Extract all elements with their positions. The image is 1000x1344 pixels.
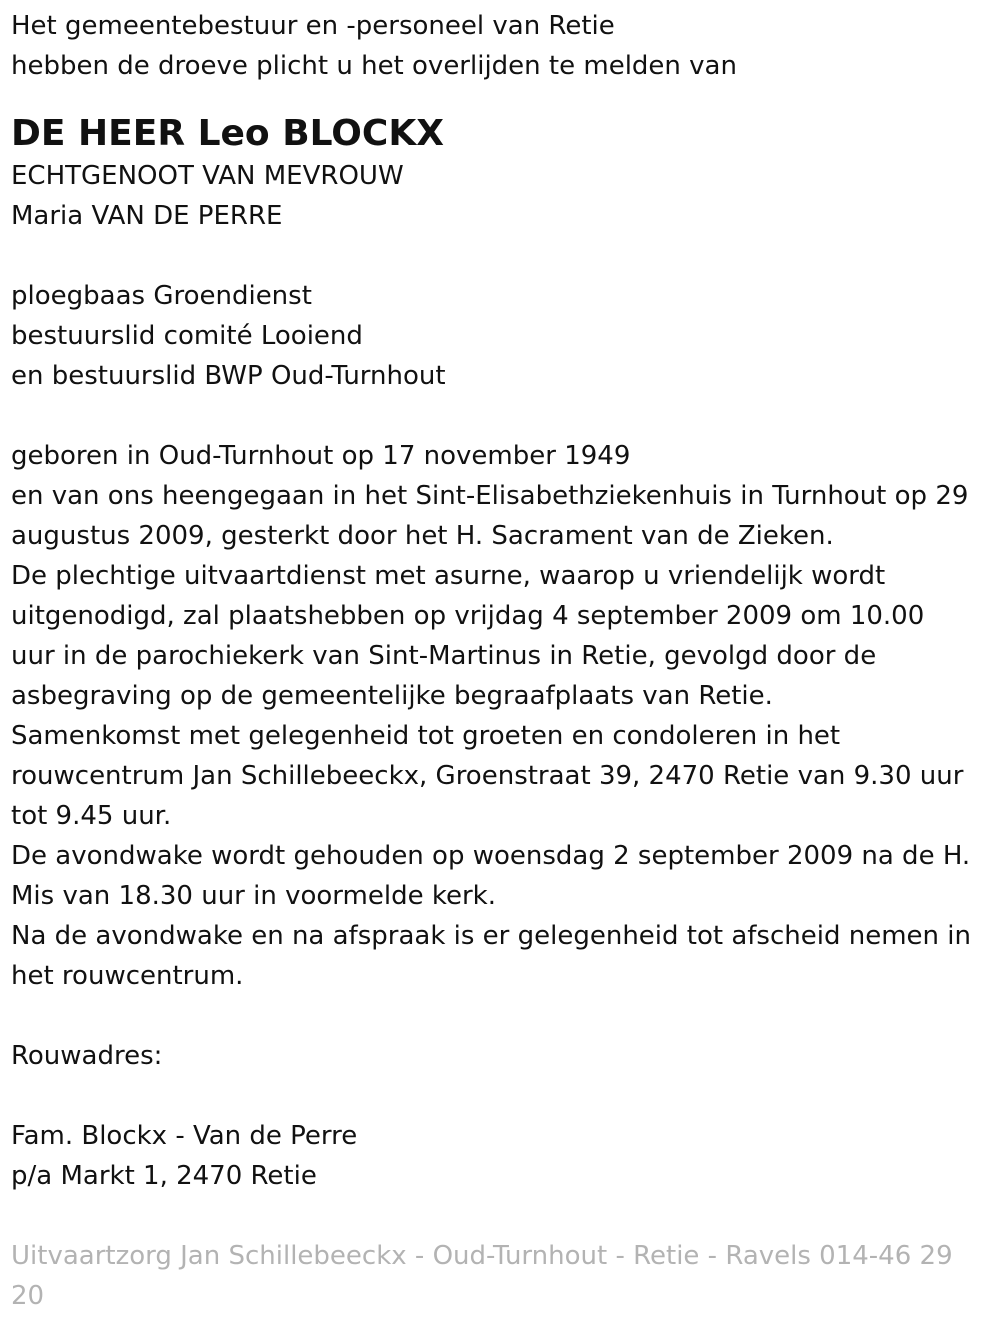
- role-line: ploegbaas Groendienst: [11, 281, 312, 311]
- body-line: De plechtige uitvaartdienst met asurne, waarop u vriendelijk wordt: [11, 561, 886, 591]
- body-line: geboren in Oud-Turnhout op 17 november 1949: [11, 441, 631, 471]
- address-street: p/a Markt 1, 2470 Retie: [11, 1161, 317, 1191]
- deceased-name: DE HEER Leo BLOCKX: [11, 113, 444, 154]
- body-line: rouwcentrum Jan Schillebeeckx, Groenstraat 39, 2470 Retie van 9.30 uur: [11, 761, 964, 791]
- intro-line: hebben de droeve plicht u het overlijden te melden van: [11, 51, 737, 81]
- body-line: het rouwcentrum.: [11, 961, 244, 991]
- body-line: augustus 2009, gesterkt door het H. Sacrament van de Zieken.: [11, 521, 834, 551]
- body-line: asbegraving op de gemeentelijke begraafplaats van Retie.: [11, 681, 773, 711]
- body-text: [11, 436, 996, 996]
- intro-text: [11, 0, 996, 86]
- spacer: [11, 996, 996, 1036]
- body-line: en van ons heengegaan in het Sint-Elisabethziekenhuis in Turnhout op 29: [11, 481, 969, 511]
- address-family: Fam. Blockx - Van de Perre: [11, 1121, 358, 1151]
- body-line: uur in de parochiekerk van Sint-Martinus in Retie, gevolgd door de: [11, 641, 877, 671]
- role-line: bestuurslid comité Looiend: [11, 321, 363, 351]
- spacer: [11, 1196, 996, 1236]
- body-line: De avondwake wordt gehouden op woensdag 2 september 2009 na de H.: [11, 841, 971, 871]
- roles-list: [11, 276, 996, 396]
- spouse-info: [11, 156, 996, 236]
- intro-line: Het gemeentebestuur en -personeel van Retie: [11, 11, 615, 41]
- mourning-address: [11, 1116, 996, 1196]
- spouse-line: ECHTGENOOT VAN MEVROUW: [11, 161, 404, 191]
- footer-line: Uitvaartzorg Jan Schillebeeckx - Oud-Turnhout - Retie - Ravels 014-46 29: [11, 1241, 953, 1271]
- body-line: Na de avondwake en na afspraak is er gelegenheid tot afscheid nemen in: [11, 921, 971, 951]
- funeral-home-footer: [11, 1236, 996, 1316]
- body-line: tot 9.45 uur.: [11, 801, 172, 831]
- body-line: uitgenodigd, zal plaatshebben op vrijdag 4 september 2009 om 10.00: [11, 601, 925, 631]
- body-line: Samenkomst met gelegenheid tot groeten en condoleren in het: [11, 721, 841, 751]
- role-line: en bestuurslid BWP Oud-Turnhout: [11, 361, 446, 391]
- spouse-line: Maria VAN DE PERRE: [11, 201, 283, 231]
- spacer: [11, 396, 996, 436]
- footer-line: 20: [11, 1281, 45, 1311]
- body-line: Mis van 18.30 uur in voormelde kerk.: [11, 881, 496, 911]
- spacer: [11, 1076, 996, 1116]
- obituary-notice: [11, 0, 996, 1316]
- address-label: Rouwadres:: [11, 1041, 163, 1071]
- spacer: [11, 86, 996, 108]
- spacer: [11, 236, 996, 276]
